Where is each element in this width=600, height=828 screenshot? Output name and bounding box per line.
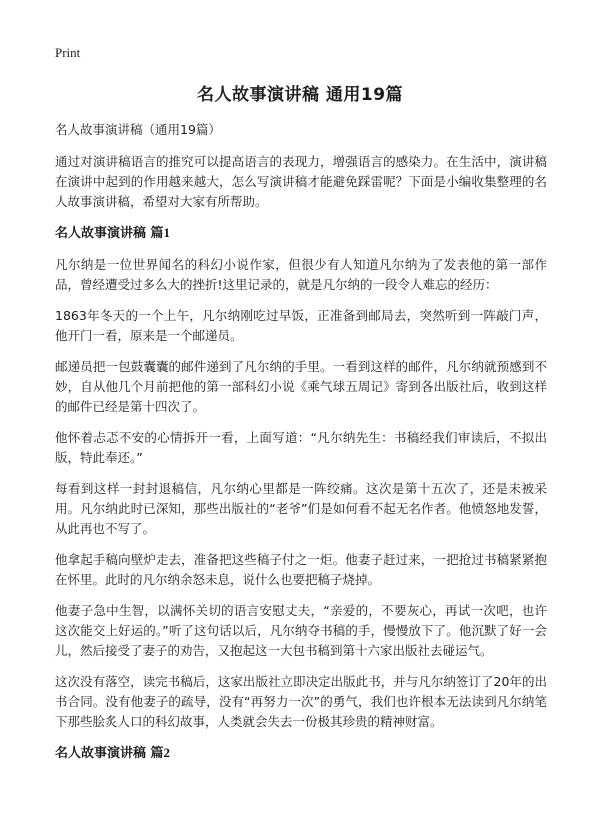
paragraph: 他妻子急中生智，以满怀关切的语言安慰丈夫，“亲爱的，不要灰心，再试一次吧，也许这次能交上好运的。”听了这句话以后，凡尔纳夺书稿的手，慢慢放下了。他沉默了好一会儿，然后接受了妻子的劝告，又抱起这一大包书稿到第十六家出版社去碰运气。 (55, 603, 547, 658)
print-link[interactable]: Print (55, 45, 81, 60)
paragraph: 凡尔纳是一位世界闻名的科幻小说作家，但很少有人知道凡尔纳为了发表他的第一部作品，曾经遭受过多么大的挫折!这里记录的，就是凡尔纳的一段令人难忘的经历： (55, 257, 547, 292)
intro-paragraph: 通过对演讲稿语言的推究可以提高语言的表现力，增强语言的感染力。在生活中，演讲稿在演讲中起到的作用越来越大，怎么写演讲稿才能避免踩雷呢？下面是小编收集整理的名人故事演讲稿，希望对大家有所帮助。 (55, 154, 547, 209)
paragraph: 每看到这样一封封退稿信，凡尔纳心里都是一阵绞痛。这次是第十五次了，还是未被采用。凡尔纳此时已深知，那些出版社的“老爷”们是如何看不起无名作者。他愤怒地发誓，从此再也不写了。 (55, 481, 547, 536)
paragraph: 邮递员把一包鼓囊囊的邮件递到了凡尔纳的手里。一看到这样的邮件，凡尔纳就预感到不妙，自从他几个月前把他的第一部科幻小说《乘气球五周记》寄到各出版社后，收到这样的邮件已经是第十四次了。 (55, 359, 547, 414)
paragraph: 他拿起手稿向壁炉走去，准备把这些稿子付之一炬。他妻子赶过来，一把抢过书稿紧紧抱在怀里。此时的凡尔纳余怒未息，说什么也要把稿子烧掉。 (55, 552, 547, 587)
paragraph: 1863年冬天的一个上午，凡尔纳刚吃过早饭，正准备到邮局去，突然听到一阵敲门声，他开门一看，原来是一个邮递员。 (55, 308, 547, 343)
document-subtitle: 名人故事演讲稿（通用19篇） (55, 122, 221, 137)
section-heading-1: 名人故事演讲稿 篇1 (55, 225, 171, 241)
document-body (55, 120, 547, 775)
page-title: 名人故事演讲稿 通用19篇 (196, 85, 404, 105)
paragraph: 他怀着忐忑不安的心情拆开一看，上面写道：“凡尔纳先生：书稿经我们审读后，不拟出版，特此奉还。” (55, 430, 547, 465)
paragraph: 这次没有落空，读完书稿后，这家出版社立即决定出版此书，并与凡尔纳签订了20年的出书合同。没有他妻子的疏导，没有“再努力一次”的勇气，我们也许根本无法读到凡尔纳笔下那些脍炙人口的科幻故事，人类就会失去一份极其珍贵的精神财富。 (55, 674, 547, 729)
section-heading-2: 名人故事演讲稿 篇2 (55, 745, 171, 761)
